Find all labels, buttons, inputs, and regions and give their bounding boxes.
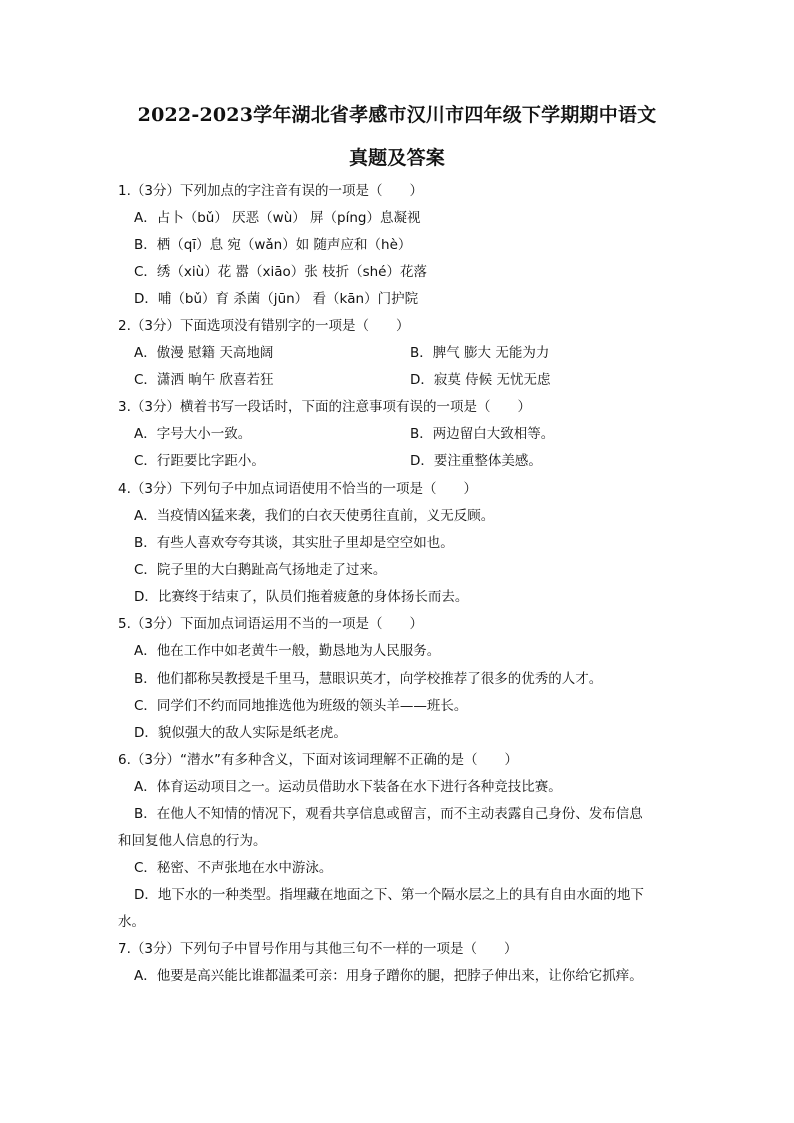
question-4-stem: 4.（3分）下列句子中加点词语使用不恰当的一项是（ ）: [118, 481, 477, 497]
question-4-option-b: B．有些人喜欢夸夸其谈，其实肚子里却是空空如也。: [134, 535, 454, 551]
question-5-option-a: A．他在工作中如老黄牛一般，勤恳地为人民服务。: [134, 643, 441, 659]
question-6-option-b-line-1: B．在他人不知情的情况下，观看共享信息或留言，而不主动表露自己身份、发布信息: [134, 806, 643, 822]
question-3-option-d: D．要注重整体美感。: [410, 453, 542, 469]
question-6-option-c: C．秘密、不声张地在水中游泳。: [134, 860, 333, 876]
question-6-option-b-line-2: 和回复他人信息的行为。: [118, 833, 267, 849]
question-2-option-c: C．潇洒 晌午 欣喜若狂: [134, 372, 274, 388]
question-3-option-a: A．字号大小一致。: [134, 426, 252, 442]
question-4-option-c: C．院子里的大白鹅趾高气扬地走了过来。: [134, 562, 387, 578]
question-4-option-d: D．比赛终于结束了，队员们拖着疲惫的身体扬长而去。: [134, 589, 469, 605]
document-title-line-1: 2022-2023学年湖北省孝感市汉川市四年级下学期期中语文: [137, 104, 657, 126]
question-3-stem: 3.（3分）横着书写一段话时，下面的注意事项有误的一项是（ ）: [118, 399, 531, 415]
question-2-option-a: A．傲漫 慰籍 天高地阔: [134, 345, 274, 361]
question-5-option-d: D．貌似强大的敌人实际是纸老虎。: [134, 725, 347, 741]
question-6-option-d-line-2: 水。: [118, 914, 145, 930]
question-7-stem: 7.（3分）下列句子中冒号作用与其他三句不一样的一项是（ ）: [118, 941, 518, 957]
question-2-option-d: D．寂莫 侍候 无忧无虑: [410, 372, 551, 388]
question-3-option-c: C．行距要比字距小。: [134, 453, 265, 469]
question-2-option-b: B．脾气 膨大 无能为力: [410, 345, 550, 361]
question-5-stem: 5.（3分）下面加点词语运用不当的一项是（ ）: [118, 616, 423, 632]
question-1-option-d: D．哺（bǔ）育 杀菌（jūn） 看（kān）门护院: [134, 291, 419, 307]
question-1-stem: 1.（3分）下列加点的字注音有误的一项是（ ）: [118, 183, 423, 199]
document-title-line-2: 真题及答案: [348, 147, 445, 169]
question-2-stem: 2.（3分）下面选项没有错别字的一项是（ ）: [118, 318, 410, 334]
question-6-option-d-line-1: D．地下水的一种类型。指埋藏在地面之下、第一个隔水层之上的具有自由水面的地下: [134, 887, 644, 903]
question-1-option-a: A．占卜（bǔ） 厌恶（wù） 屏（píng）息凝视: [134, 210, 421, 226]
question-6-option-a: A．体育运动项目之一。运动员借助水下装备在水下进行各种竞技比赛。: [134, 779, 562, 795]
question-3-option-b: B．两边留白大致相等。: [410, 426, 555, 442]
question-5-option-c: C．同学们不约而同地推选他为班级的领头羊——班长。: [134, 698, 468, 714]
question-1-option-b: B．栖（qī）息 宛（wǎn）如 随声应和（hè）: [134, 237, 412, 253]
question-4-option-a: A．当疫情凶猛来袭，我们的白衣天使勇往直前，义无反顾。: [134, 508, 495, 524]
question-5-option-b: B．他们都称吴教授是千里马，慧眼识英才，向学校推荐了很多的优秀的人才。: [134, 671, 603, 687]
question-1-option-c: C．绣（xiù）花 嚣（xiāo）张 枝折（shé）花落: [134, 264, 427, 280]
question-6-stem: 6.（3分）“潜水”有多种含义，下面对该词理解不正确的是（ ）: [118, 752, 518, 768]
question-7-option-a: A．他要是高兴能比谁都温柔可亲：用身子蹭你的腿，把脖子伸出来，让你给它抓痒。: [134, 968, 643, 984]
